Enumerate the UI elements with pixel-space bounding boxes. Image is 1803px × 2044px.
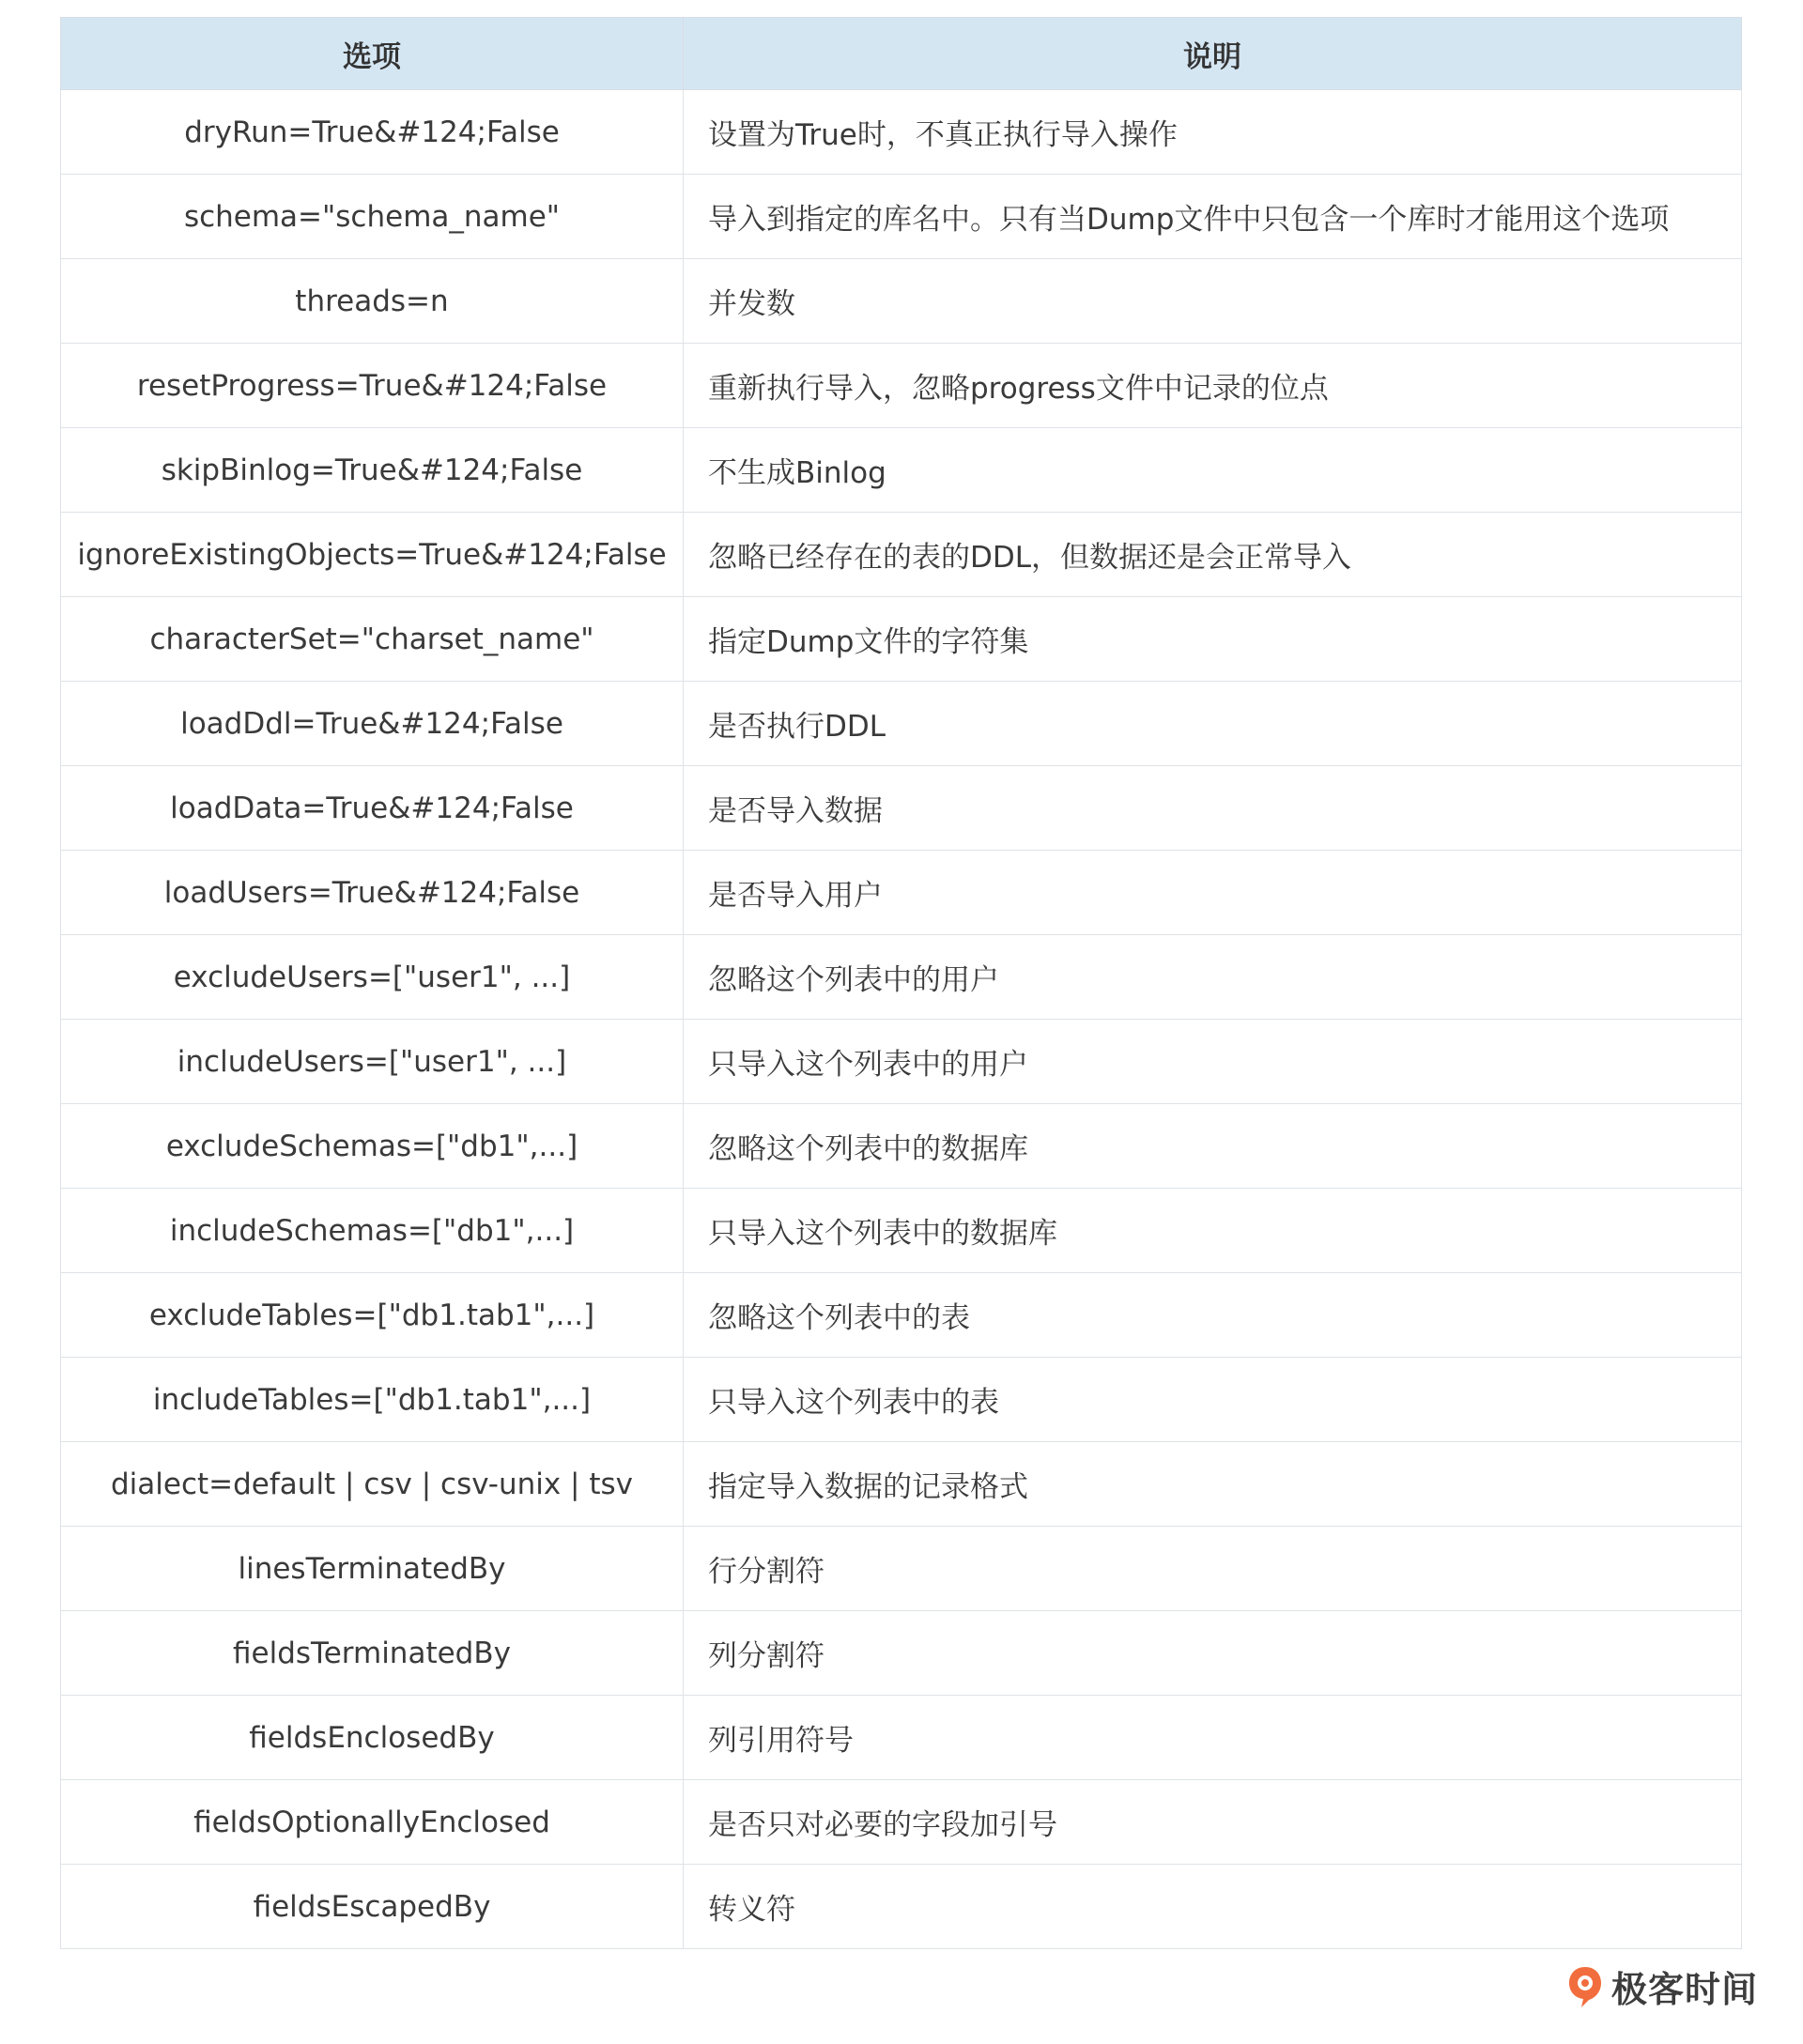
- option-cell: dialect=default | csv | csv-unix | tsv: [61, 1442, 684, 1527]
- description-cell: 并发数: [684, 259, 1742, 344]
- option-cell: threads=n: [61, 259, 684, 344]
- description-cell: 只导入这个列表中的用户: [684, 1020, 1742, 1104]
- option-cell: resetProgress=True&#124;False: [61, 344, 684, 428]
- table-row: [61, 935, 1742, 1020]
- description-cell: 是否执行DDL: [684, 682, 1742, 766]
- table-row: [61, 597, 1742, 682]
- column-header-description: 说明: [684, 18, 1742, 90]
- option-cell: includeSchemas=["db1",...]: [61, 1189, 684, 1273]
- description-cell: 忽略这个列表中的用户: [684, 935, 1742, 1020]
- description-cell: 指定导入数据的记录格式: [684, 1442, 1742, 1527]
- option-cell: excludeSchemas=["db1",...]: [61, 1104, 684, 1189]
- option-cell: excludeUsers=["user1", ...]: [61, 935, 684, 1020]
- description-cell: 不生成Binlog: [684, 428, 1742, 513]
- table-row: [61, 1104, 1742, 1189]
- table-row: [61, 344, 1742, 428]
- description-cell: 导入到指定的库名中。只有当Dump文件中只包含一个库时才能用这个选项: [684, 175, 1742, 259]
- option-cell: fieldsOptionallyEnclosed: [61, 1780, 684, 1865]
- table-row: [61, 1189, 1742, 1273]
- option-cell: characterSet="charset_name": [61, 597, 684, 682]
- description-cell: 重新执行导入，忽略progress文件中记录的位点: [684, 344, 1742, 428]
- column-header-option: 选项: [61, 18, 684, 90]
- table-row: [61, 428, 1742, 513]
- description-cell: 忽略这个列表中的数据库: [684, 1104, 1742, 1189]
- option-cell: schema="schema_name": [61, 175, 684, 259]
- brand-name: 极客时间: [1610, 1969, 1758, 2010]
- geektime-logo-icon: [1566, 1964, 1604, 2009]
- description-cell: 列分割符: [684, 1611, 1742, 1696]
- table-header-row: [61, 18, 1742, 90]
- options-table: [60, 17, 1742, 1949]
- option-cell: loadDdl=True&#124;False: [61, 682, 684, 766]
- table-row: [61, 682, 1742, 766]
- description-cell: 列引用符号: [684, 1696, 1742, 1780]
- option-cell: linesTerminatedBy: [61, 1527, 684, 1611]
- description-cell: 忽略这个列表中的表: [684, 1273, 1742, 1358]
- description-cell: 是否导入数据: [684, 766, 1742, 851]
- table-row: [61, 766, 1742, 851]
- table-row: [61, 1527, 1742, 1611]
- options-table-container: [60, 17, 1741, 1949]
- table-row: [61, 1273, 1742, 1358]
- description-cell: 转义符: [684, 1865, 1742, 1949]
- description-cell: 是否只对必要的字段加引号: [684, 1780, 1742, 1865]
- table-row: [61, 90, 1742, 175]
- description-cell: 行分割符: [684, 1527, 1742, 1611]
- option-cell: loadData=True&#124;False: [61, 766, 684, 851]
- option-cell: fieldsEnclosedBy: [61, 1696, 684, 1780]
- option-cell: loadUsers=True&#124;False: [61, 851, 684, 935]
- option-cell: dryRun=True&#124;False: [61, 90, 684, 175]
- table-row: [61, 1865, 1742, 1949]
- table-row: [61, 1780, 1742, 1865]
- option-cell: fieldsEscapedBy: [61, 1865, 684, 1949]
- option-cell: skipBinlog=True&#124;False: [61, 428, 684, 513]
- option-cell: excludeTables=["db1.tab1",...]: [61, 1273, 684, 1358]
- option-cell: includeUsers=["user1", ...]: [61, 1020, 684, 1104]
- description-cell: 设置为True时，不真正执行导入操作: [684, 90, 1742, 175]
- description-cell: 只导入这个列表中的表: [684, 1358, 1742, 1442]
- description-cell: 指定Dump文件的字符集: [684, 597, 1742, 682]
- table-row: [61, 513, 1742, 597]
- geektime-logo: [1566, 1960, 1758, 2012]
- table-row: [61, 851, 1742, 935]
- option-cell: includeTables=["db1.tab1",...]: [61, 1358, 684, 1442]
- table-row: [61, 1696, 1742, 1780]
- description-cell: 是否导入用户: [684, 851, 1742, 935]
- description-cell: 只导入这个列表中的数据库: [684, 1189, 1742, 1273]
- table-row: [61, 1611, 1742, 1696]
- table-row: [61, 1020, 1742, 1104]
- table-row: [61, 1358, 1742, 1442]
- table-row: [61, 175, 1742, 259]
- option-cell: ignoreExistingObjects=True&#124;False: [61, 513, 684, 597]
- table-row: [61, 1442, 1742, 1527]
- table-row: [61, 259, 1742, 344]
- description-cell: 忽略已经存在的表的DDL，但数据还是会正常导入: [684, 513, 1742, 597]
- option-cell: fieldsTerminatedBy: [61, 1611, 684, 1696]
